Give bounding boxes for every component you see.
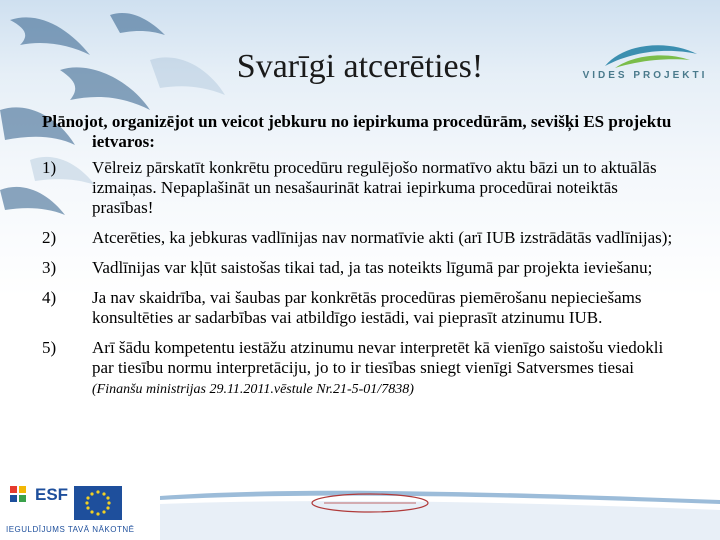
source-note: (Finanšu ministrijas 29.11.2011.vēstule Nr.21-5-01/7838) <box>92 382 414 397</box>
list-item <box>42 258 682 278</box>
list-item-number: 1) <box>42 158 57 177</box>
list-item <box>42 158 682 218</box>
list-item-text: Arī šādu kompetentu iestāžu atzinumu nevar interpretēt kā vienīgo saistošu viedokli par tiesību normu interpretāciju, jo to ir tiesības sniegt vienīgi Satversmes tiesai <box>92 338 664 377</box>
slide-title: Svarīgi atcerēties! <box>236 48 484 85</box>
intro-text: Plānojot, organizējot un veicot jebkuru no iepirkuma procedūrām, sevišķi ES projektu ietvaros: <box>42 112 672 151</box>
list-item-text: Vadlīnijas var kļūt saistošas tikai tad, ja tas noteikts līgumā par projekta ieviešanu; <box>92 258 653 277</box>
list-item-text: Atcerēties, ka jebkuras vadlīnijas nav normatīvie akti (arī IUB izstrādātās vadlīnijas); <box>92 228 673 247</box>
list-item-number: 3) <box>42 258 57 277</box>
esf-label: ESF <box>35 485 69 504</box>
eu-flag-icon <box>74 486 122 520</box>
footer-slogan: IEGULDĪJUMS TAVĀ NĀKOTNĒ <box>6 525 135 534</box>
list-item-text: Ja nav skaidrība, vai šaubas par konkrētās procedūras piemērošanu nepieciešams konsultēties ar sadarbības vai atbildīgo iestādi, vai pieprasīt atzinumu IUB. <box>92 288 642 327</box>
list-item-number: 2) <box>42 228 57 247</box>
center-emblem-icon <box>310 492 430 514</box>
list-item <box>42 228 682 248</box>
esf-emblem-icon <box>8 482 36 508</box>
list-item-text: Vēlreiz pārskatīt konkrētu procedūru regulējošo normatīvo aktu bāzi un to aktuālās izmaiņas. Nepaplašināt un nesašaurināt katrai iepirkuma procedūrai noteiktās prasības! <box>92 158 657 217</box>
list-item <box>42 288 682 328</box>
logo-text: VIDES PROJEKTI <box>582 70 708 81</box>
slide-content <box>42 112 682 410</box>
list-item-number: 5) <box>42 338 57 357</box>
list-item-number: 4) <box>42 288 57 307</box>
list-item <box>42 338 682 400</box>
